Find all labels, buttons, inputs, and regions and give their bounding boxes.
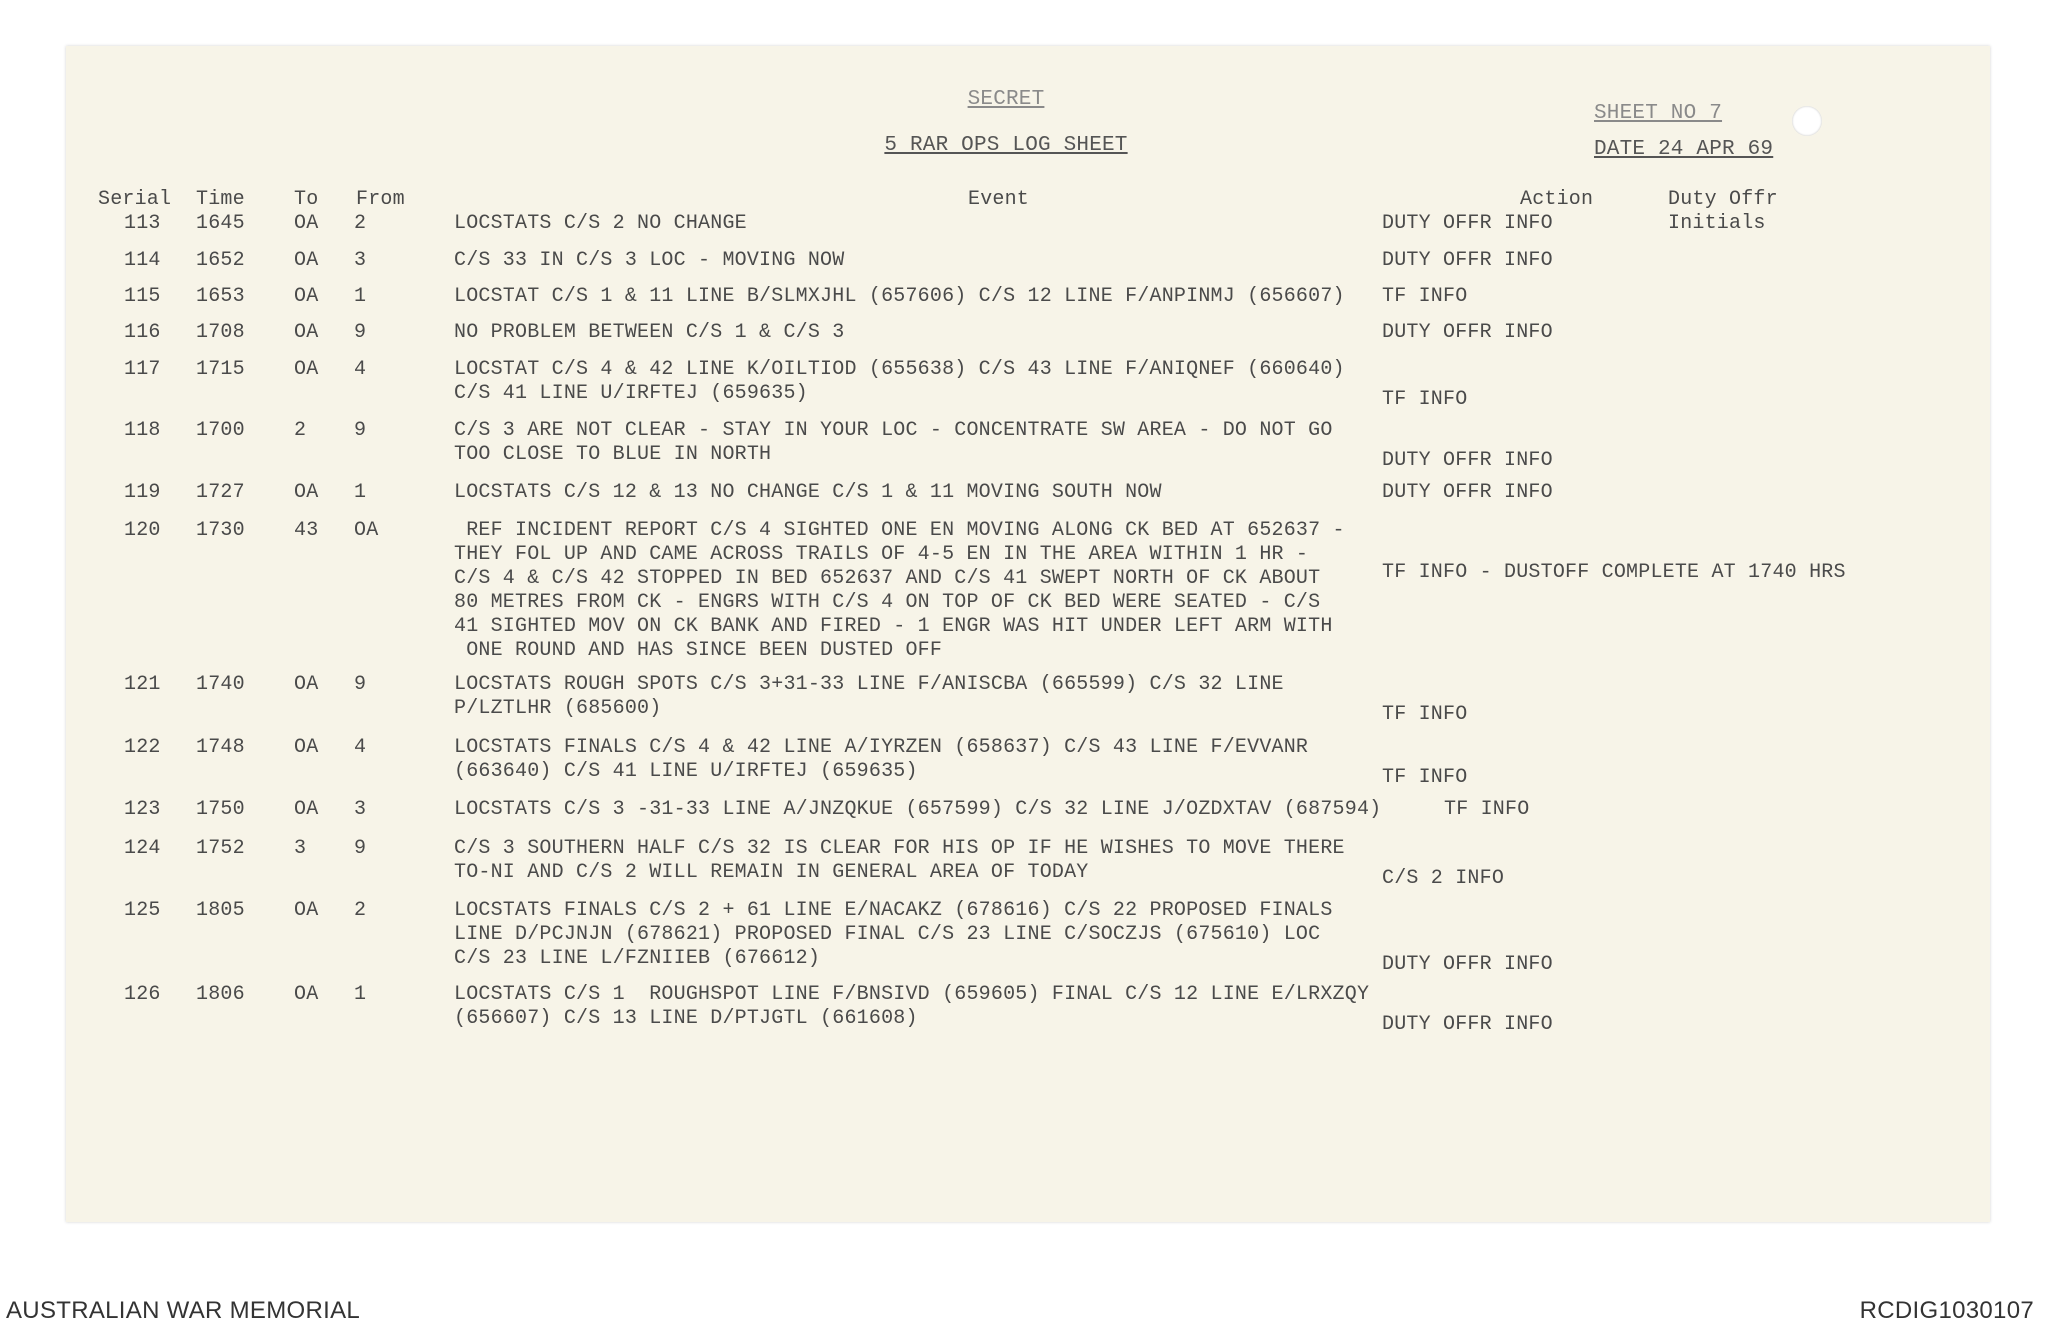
row-serial: 113 — [124, 212, 161, 235]
col-event: Event — [968, 188, 1030, 211]
page-title: 5 RAR OPS LOG SHEET — [884, 134, 1128, 157]
row-action: DUTY OFFR INFO — [1382, 449, 1553, 472]
row-action: TF INFO — [1382, 388, 1468, 411]
row-from: 9 — [354, 837, 367, 860]
row-event: LOCSTATS C/S 12 & 13 NO CHANGE C/S 1 & 11 MOVING SOUTH NOW — [454, 481, 1162, 504]
row-time: 1730 — [196, 519, 245, 542]
row-to: OA — [294, 673, 319, 696]
row-time: 1700 — [196, 419, 245, 442]
row-from: 9 — [354, 419, 367, 442]
row-serial: 126 — [124, 983, 161, 1006]
row-action: DUTY OFFR INFO — [1382, 321, 1553, 344]
row-from: 9 — [354, 673, 367, 696]
footer-right: RCDIG1030107 — [1859, 1297, 2034, 1324]
row-from: 2 — [354, 899, 367, 922]
row-action: TF INFO — [1444, 798, 1530, 821]
col-duty-offr-initials: Duty Offr Initials — [1668, 188, 1778, 235]
row-time: 1740 — [196, 673, 245, 696]
row-serial: 120 — [124, 519, 161, 542]
classification-stamp: SECRET — [967, 88, 1045, 111]
col-time: Time — [196, 188, 245, 211]
row-event: LOCSTATS FINALS C/S 4 & 42 LINE A/IYRZEN (658637) C/S 43 LINE F/EVVANR (663640) C/S 41 LINE U/IRFTEJ (659635) — [454, 736, 1309, 783]
row-from: 4 — [354, 358, 367, 381]
row-event: LOCSTATS C/S 3 -31-33 LINE A/JNZQKUE (657599) C/S 32 LINE J/OZDXTAV (687594) — [454, 798, 1382, 821]
row-time: 1652 — [196, 249, 245, 272]
row-time: 1748 — [196, 736, 245, 759]
row-event: LOCSTATS FINALS C/S 2 + 61 LINE E/NACAKZ (678616) C/S 22 PROPOSED FINALS LINE D/PCJNJN (678621) PROPOSED FINAL C/S 23 LINE C/SOCZJS (675610) LOC C/S 23 LINE L/FZNIIEB (676612) — [454, 899, 1333, 970]
row-serial: 115 — [124, 285, 161, 308]
row-action: TF INFO — [1382, 703, 1468, 726]
row-event: LOCSTAT C/S 1 & 11 LINE B/SLMXJHL (657606) C/S 12 LINE F/ANPINMJ (656607) — [454, 285, 1345, 308]
row-event: C/S 3 ARE NOT CLEAR - STAY IN YOUR LOC - CONCENTRATE SW AREA - DO NOT GO TOO CLOSE TO BLUE IN NORTH — [454, 419, 1333, 466]
row-to: 43 — [294, 519, 319, 542]
col-to: To — [294, 188, 319, 211]
row-to: OA — [294, 249, 319, 272]
row-time: 1645 — [196, 212, 245, 235]
row-event: LOCSTAT C/S 4 & 42 LINE K/OILTIOD (655638) C/S 43 LINE F/ANIQNEF (660640) C/S 41 LINE U/IRFTEJ (659635) — [454, 358, 1345, 405]
row-to: 2 — [294, 419, 307, 442]
row-event: C/S 33 IN C/S 3 LOC - MOVING NOW — [454, 249, 845, 272]
row-action: TF INFO — [1382, 766, 1468, 789]
row-action: TF INFO — [1382, 285, 1468, 308]
row-time: 1715 — [196, 358, 245, 381]
row-action: DUTY OFFR INFO — [1382, 1013, 1553, 1036]
row-action: C/S 2 INFO — [1382, 867, 1505, 890]
row-action: DUTY OFFR INFO — [1382, 212, 1553, 235]
col-serial: Serial — [98, 188, 172, 211]
row-serial: 121 — [124, 673, 161, 696]
row-event: C/S 3 SOUTHERN HALF C/S 32 IS CLEAR FOR HIS OP IF HE WISHES TO MOVE THERE TO-NI AND C/S 2 WILL REMAIN IN GENERAL AREA OF TODAY — [454, 837, 1345, 884]
row-action: DUTY OFFR INFO — [1382, 481, 1553, 504]
row-to: OA — [294, 358, 319, 381]
row-event: LOCSTATS C/S 2 NO CHANGE — [454, 212, 747, 235]
punch-hole — [1792, 106, 1822, 136]
row-action: TF INFO - DUSTOFF COMPLETE AT 1740 HRS — [1382, 561, 1846, 584]
sheet-number: SHEET NO 7 — [1594, 102, 1723, 125]
sheet-date: DATE 24 APR 69 — [1594, 138, 1774, 161]
row-to: OA — [294, 899, 319, 922]
col-from: From — [356, 188, 405, 211]
row-event: NO PROBLEM BETWEEN C/S 1 & C/S 3 — [454, 321, 845, 344]
row-serial: 118 — [124, 419, 161, 442]
row-serial: 122 — [124, 736, 161, 759]
row-time: 1653 — [196, 285, 245, 308]
row-from: 1 — [354, 481, 367, 504]
row-from: 2 — [354, 212, 367, 235]
row-time: 1752 — [196, 837, 245, 860]
col-action: Action — [1520, 188, 1594, 211]
row-from: 3 — [354, 249, 367, 272]
row-from: 4 — [354, 736, 367, 759]
row-time: 1727 — [196, 481, 245, 504]
row-to: 3 — [294, 837, 307, 860]
row-event: LOCSTATS C/S 1 ROUGHSPOT LINE F/BNSIVD (659605) FINAL C/S 12 LINE E/LRXZQY (656607) C/S 13 LINE D/PTJGTL (661608) — [454, 983, 1370, 1030]
row-serial: 123 — [124, 798, 161, 821]
row-time: 1750 — [196, 798, 245, 821]
row-serial: 114 — [124, 249, 161, 272]
footer-left: AUSTRALIAN WAR MEMORIAL — [6, 1297, 361, 1324]
row-to: OA — [294, 481, 319, 504]
row-event: LOCSTATS ROUGH SPOTS C/S 3+31-33 LINE F/ANISCBA (665599) C/S 32 LINE P/LZTLHR (685600) — [454, 673, 1284, 720]
row-from: 3 — [354, 798, 367, 821]
row-time: 1708 — [196, 321, 245, 344]
row-from: OA — [354, 519, 379, 542]
row-event: REF INCIDENT REPORT C/S 4 SIGHTED ONE EN MOVING ALONG CK BED AT 652637 - THEY FOL UP AND CAME ACROSS TRAILS OF 4-5 EN IN THE AREA WITHIN 1 HR - C/S 4 & C/S 42 STOPPED IN BED 652637 AND C/S 41 SWEPT NORTH OF CK ABOUT 80 METRES FROM CK - ENGRS WITH C/S 4 ON TOP OF CK BED WERE SEATED - C/S 41 SIGHTED MOV ON CK BANK AND FIRED - 1 ENGR WAS HIT UNDER LEFT ARM WITH ONE ROUND AND HAS SINCE BEEN DUSTED OFF — [454, 519, 1345, 662]
row-time: 1806 — [196, 983, 245, 1006]
row-to: OA — [294, 321, 319, 344]
row-serial: 116 — [124, 321, 161, 344]
row-action: DUTY OFFR INFO — [1382, 953, 1553, 976]
row-serial: 125 — [124, 899, 161, 922]
row-serial: 124 — [124, 837, 161, 860]
row-to: OA — [294, 212, 319, 235]
row-serial: 119 — [124, 481, 161, 504]
row-to: OA — [294, 798, 319, 821]
row-serial: 117 — [124, 358, 161, 381]
row-to: OA — [294, 983, 319, 1006]
row-to: OA — [294, 285, 319, 308]
row-to: OA — [294, 736, 319, 759]
log-sheet-paper — [66, 46, 1990, 1222]
row-from: 1 — [354, 983, 367, 1006]
row-from: 1 — [354, 285, 367, 308]
row-time: 1805 — [196, 899, 245, 922]
row-action: DUTY OFFR INFO — [1382, 249, 1553, 272]
row-from: 9 — [354, 321, 367, 344]
